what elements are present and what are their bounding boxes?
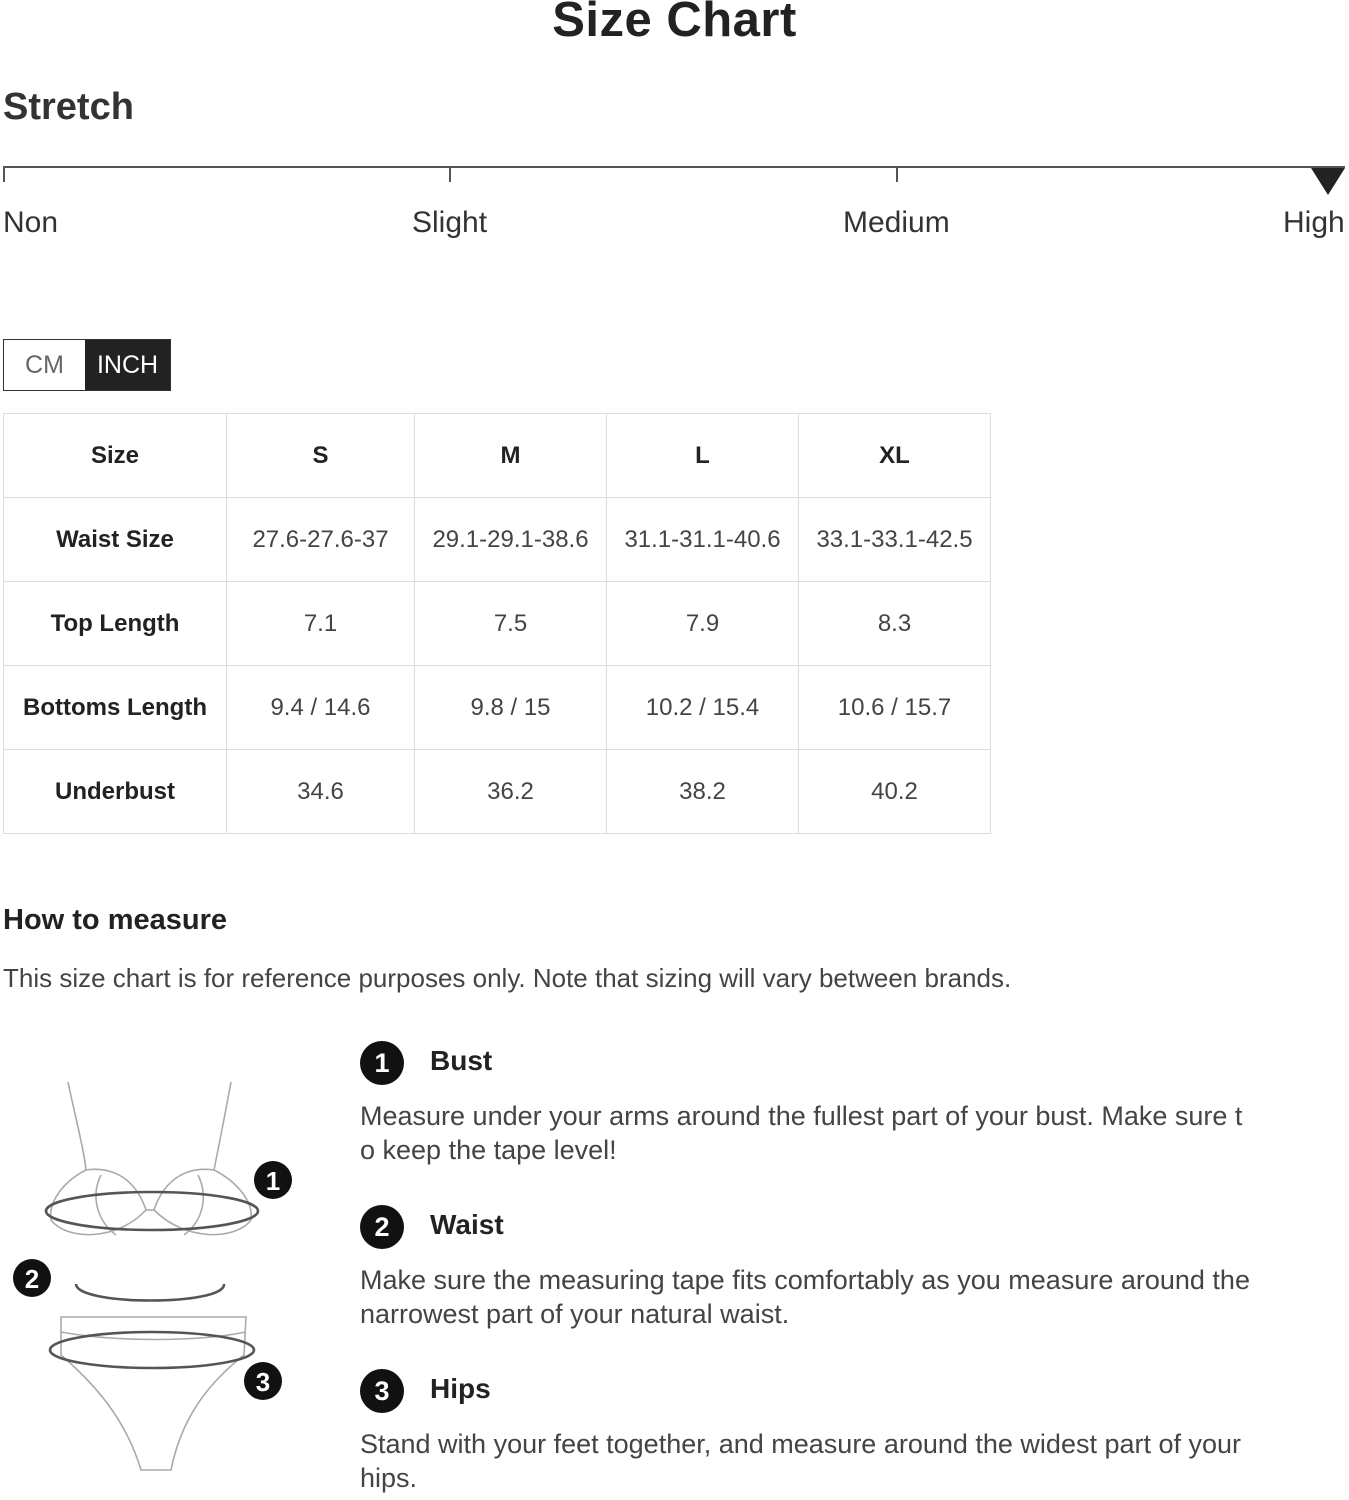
table-cell: 40.2 <box>799 750 991 834</box>
table-row <box>4 666 991 750</box>
svg-text:1: 1 <box>265 1166 281 1196</box>
table-row <box>4 498 991 582</box>
unit-cm-button[interactable]: CM <box>4 340 85 390</box>
table-row-label: Top Length <box>4 582 227 666</box>
table-cell: 9.8 / 15 <box>415 666 607 750</box>
table-row <box>4 750 991 834</box>
page-title: Size Chart <box>552 0 797 47</box>
stretch-tick <box>449 166 451 182</box>
table-cell: 7.1 <box>227 582 415 666</box>
table-cell: 34.6 <box>227 750 415 834</box>
stretch-label-medium: Medium <box>843 206 950 239</box>
table-row-label: Bottoms Length <box>4 666 227 750</box>
table-row <box>4 582 991 666</box>
table-cell: 7.5 <box>415 582 607 666</box>
table-header-cell: Size <box>4 414 227 498</box>
svg-text:2: 2 <box>24 1264 40 1294</box>
step-description: Measure under your arms around the fullest part of your bust. Make sure to keep the tape level! <box>360 1101 1243 1165</box>
table-header-cell: S <box>227 414 415 498</box>
stretch-label-slight: Slight <box>412 206 488 239</box>
step-number-badge: 2 <box>360 1205 404 1249</box>
svg-text:3: 3 <box>255 1367 271 1397</box>
table-cell: 31.1-31.1-40.6 <box>607 498 799 582</box>
stretch-heading: Stretch <box>3 86 134 128</box>
table-cell: 9.4 / 14.6 <box>227 666 415 750</box>
stretch-tick <box>3 166 5 182</box>
table-cell: 27.6-27.6-37 <box>227 498 415 582</box>
stretch-tick <box>896 166 898 182</box>
table-cell: 8.3 <box>799 582 991 666</box>
table-row-label: Waist Size <box>4 498 227 582</box>
figure-badge-1 <box>254 1161 292 1199</box>
step-title: Bust <box>430 1045 493 1076</box>
table-header-cell: L <box>607 414 799 498</box>
stretch-label-high: High <box>1283 206 1345 239</box>
how-to-measure-heading: How to measure <box>3 904 227 936</box>
figure-badge-2 <box>13 1259 51 1297</box>
step-number-badge: 3 <box>360 1369 404 1413</box>
measure-step-hips <box>360 1369 1260 1500</box>
reference-note: This size chart is for reference purposes only. Note that sizing will vary between brands. <box>3 963 1012 993</box>
table-row-label: Underbust <box>4 750 227 834</box>
step-number-badge: 1 <box>360 1041 404 1085</box>
measure-step-waist <box>360 1205 1260 1345</box>
table-cell: 36.2 <box>415 750 607 834</box>
unit-inch-button[interactable]: INCH <box>85 340 170 390</box>
table-cell: 38.2 <box>607 750 799 834</box>
table-header-row <box>4 414 991 498</box>
step-description: Stand with your feet together, and measure around the widest part of your hips. <box>360 1429 1242 1493</box>
stretch-label-non: Non <box>3 206 59 239</box>
table-cell: 10.2 / 15.4 <box>607 666 799 750</box>
stretch-level-marker-icon <box>1311 168 1345 195</box>
table-header-cell: XL <box>799 414 991 498</box>
table-cell: 7.9 <box>607 582 799 666</box>
unit-toggle <box>3 339 171 391</box>
step-title: Waist <box>430 1209 504 1240</box>
step-description: Make sure the measuring tape fits comfortably as you measure around the narrowest part of your natural waist. <box>360 1265 1250 1329</box>
table-header-cell: M <box>415 414 607 498</box>
table-cell: 29.1-29.1-38.6 <box>415 498 607 582</box>
measure-step-bust <box>360 1041 1260 1181</box>
bikini-measurement-illustration <box>6 1070 306 1490</box>
table-cell: 33.1-33.1-42.5 <box>799 498 991 582</box>
size-table <box>3 413 991 834</box>
figure-badge-3 <box>244 1362 282 1400</box>
step-title: Hips <box>430 1373 491 1404</box>
stretch-scale-line <box>3 166 1345 168</box>
table-cell: 10.6 / 15.7 <box>799 666 991 750</box>
